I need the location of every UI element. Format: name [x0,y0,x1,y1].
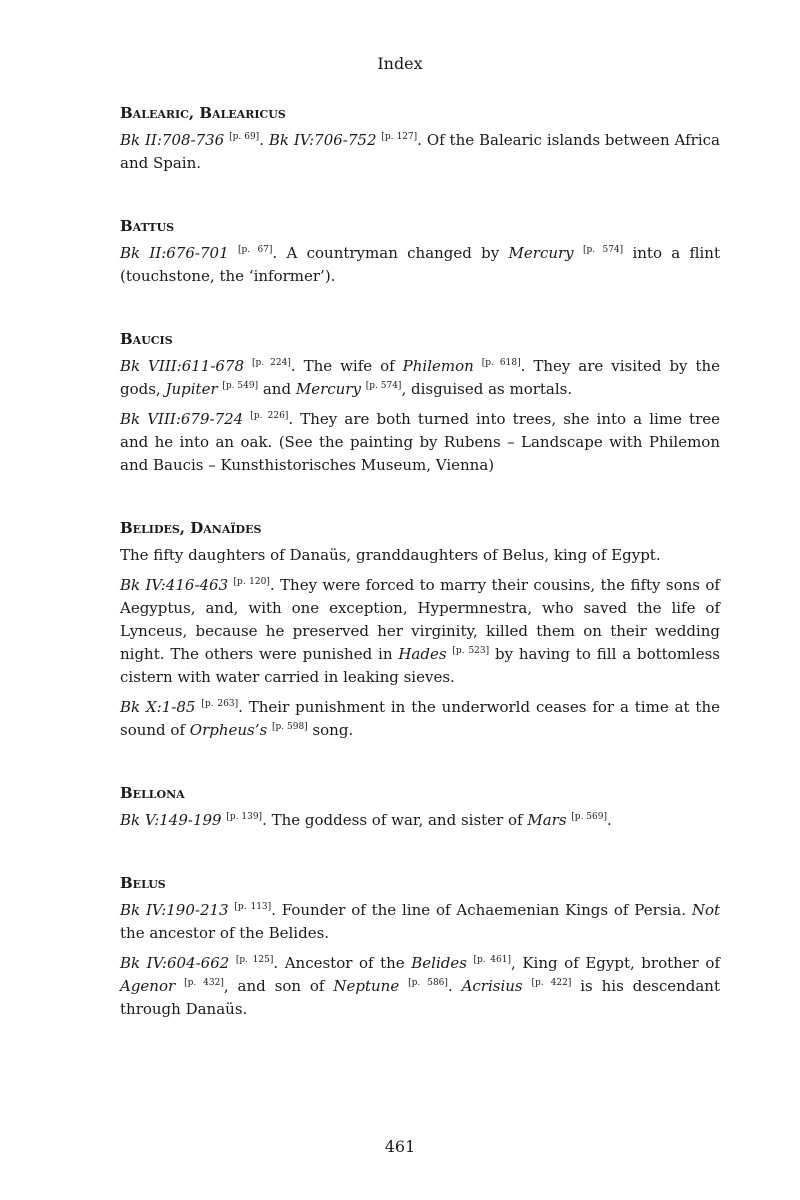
entry-text: , King of Egypt, brother of [511,954,720,972]
reference-link[interactable]: Bk X:1-85 [120,698,196,716]
entry-text: and [258,380,296,398]
page-reference[interactable]: [p. 569] [571,812,607,822]
page-reference[interactable]: [p. 67] [237,245,273,255]
reference-link[interactable]: Neptune [333,977,400,995]
reference-link[interactable]: Mercury [508,244,574,262]
entry-paragraph [120,574,720,689]
entry-text [229,954,236,972]
index-entry [120,102,720,175]
reference-link[interactable]: Not [691,901,720,919]
entry-paragraph [120,696,720,742]
entry-text: . The goddess of war, and sister of [262,811,528,829]
reference-link[interactable]: Orpheus’s [189,721,268,739]
reference-link[interactable]: Bk IV:706-752 [268,131,377,149]
reference-link[interactable]: Bk II:708-736 [120,131,225,149]
page-reference[interactable]: [p. 549] [222,381,259,391]
entry-text: by having to fill a bottomless cistern with water carried in leaking sieves. [120,645,720,686]
page-reference[interactable]: [p. 422] [531,978,572,988]
entry-paragraph [120,129,720,175]
entry-text: . The wife of [290,357,403,375]
entry-heading: Belides, Danaïdes [120,519,262,537]
index-entry [120,328,720,477]
entry-heading: Balearic, Balearicus [120,104,286,122]
running-header: Index [377,54,423,73]
entry-text: , disguised as mortals. [401,380,573,398]
page-reference[interactable]: [p. 69] [229,132,260,142]
entry-text: . They were forced to marry their cousins, the fifty sons of Aegyptus, and, with one exception, Hypermnestra, who saved the life of Lynceus, because he preserved her virginity, killed them on their wedding night. The others were punished in [120,576,720,663]
entry-heading: Baucis [120,330,173,348]
entry-heading: Belus [120,874,166,892]
entry-heading: Bellona [120,784,185,802]
reference-link[interactable]: Bk VIII:611-678 [120,357,245,375]
entry-text: song. [307,721,354,739]
page-reference[interactable]: [p. 226] [250,411,289,421]
entry-text: . They are visited by the gods, [120,357,721,398]
page-reference[interactable]: [p. 125] [235,955,274,965]
entry-text: the ancestor of the Belides. [120,924,330,942]
entry-text: . They are both turned into trees, she into a lime tree and he into an oak. (See the painting by Rubens – Landscape with Philemon and Baucis – Kunsthistorisches Museum, Vienna) [120,410,720,474]
page-reference[interactable]: [p. 586] [408,978,448,988]
index-entry [120,517,720,742]
entry-text: . A countryman changed by [272,244,509,262]
page-reference[interactable]: [p. 598] [272,722,308,732]
entry-text [229,244,238,262]
reference-link[interactable]: Mars [527,811,567,829]
reference-link[interactable]: Mercury [295,380,361,398]
page-reference[interactable]: [p. 574] [582,245,624,255]
entry-text: . [447,977,462,995]
reference-link[interactable]: Bk IV:416-463 [120,576,229,594]
entry-text: . Their punishment in the underworld ceases for a time at the sound of [120,698,720,739]
entry-text: is his descendant through Danaüs. [120,977,720,1018]
reference-link[interactable]: Bk II:676-701 [120,244,229,262]
entry-paragraph [120,355,720,401]
entry-text [474,357,482,375]
page-reference[interactable]: [p. 139] [226,812,263,822]
reference-link[interactable]: Philemon [402,357,474,375]
page-reference[interactable]: [p. 461] [473,955,511,965]
entry-paragraph [120,809,720,832]
entry-paragraph [120,952,720,1021]
page-reference[interactable]: [p. 618] [481,358,521,368]
entry-text [399,977,408,995]
entry-heading: Battus [120,217,175,235]
page-reference[interactable]: [p. 127] [381,132,418,142]
index-content [120,102,720,1061]
reference-link[interactable]: Agenor [120,977,176,995]
reference-link[interactable]: Bk VIII:679-724 [120,410,244,428]
reference-link[interactable]: Hades [398,645,447,663]
entry-text: . [259,131,269,149]
reference-link[interactable]: Acrisius [461,977,523,995]
page-reference[interactable]: [p. 432] [184,978,224,988]
entry-text: . [606,811,612,829]
page-reference[interactable]: [p. 574] [365,381,402,391]
entry-text [175,977,184,995]
entry-text [523,977,532,995]
entry-paragraph [120,544,720,567]
reference-link[interactable]: Jupiter [165,380,218,398]
entry-text: . Founder of the line of Achaemenian Kings of Persia. [271,901,692,919]
entry-paragraph [120,242,720,288]
page-reference[interactable]: [p. 120] [233,577,270,587]
reference-link[interactable]: Bk IV:604-662 [120,954,230,972]
page-reference[interactable]: [p. 113] [234,902,272,912]
entry-text: . Ancestor of the [273,954,412,972]
entry-text [244,357,252,375]
page-number: 461 [384,1137,416,1156]
entry-text [574,244,583,262]
entry-text [467,954,474,972]
page-reference[interactable]: [p. 523] [452,646,490,656]
entry-text: . Of the Balearic islands between Africa and Spain. [120,131,720,172]
entry-text: into a flint (touchstone, the ‘informer’). [120,244,720,285]
index-entry [120,782,720,832]
entry-text: The fifty daughters of Danaüs, granddaughters of Belus, king of Egypt. [120,546,661,564]
index-entry [120,215,720,288]
reference-link[interactable]: Belides [411,954,467,972]
entry-text: , and son of [223,977,334,995]
entry-paragraph [120,899,720,945]
reference-link[interactable]: Bk IV:190-213 [120,901,229,919]
page-reference[interactable]: [p. 263] [201,699,239,709]
entry-paragraph [120,408,720,477]
page-reference[interactable]: [p. 224] [252,358,291,368]
index-entry [120,872,720,1021]
reference-link[interactable]: Bk V:149-199 [120,811,222,829]
